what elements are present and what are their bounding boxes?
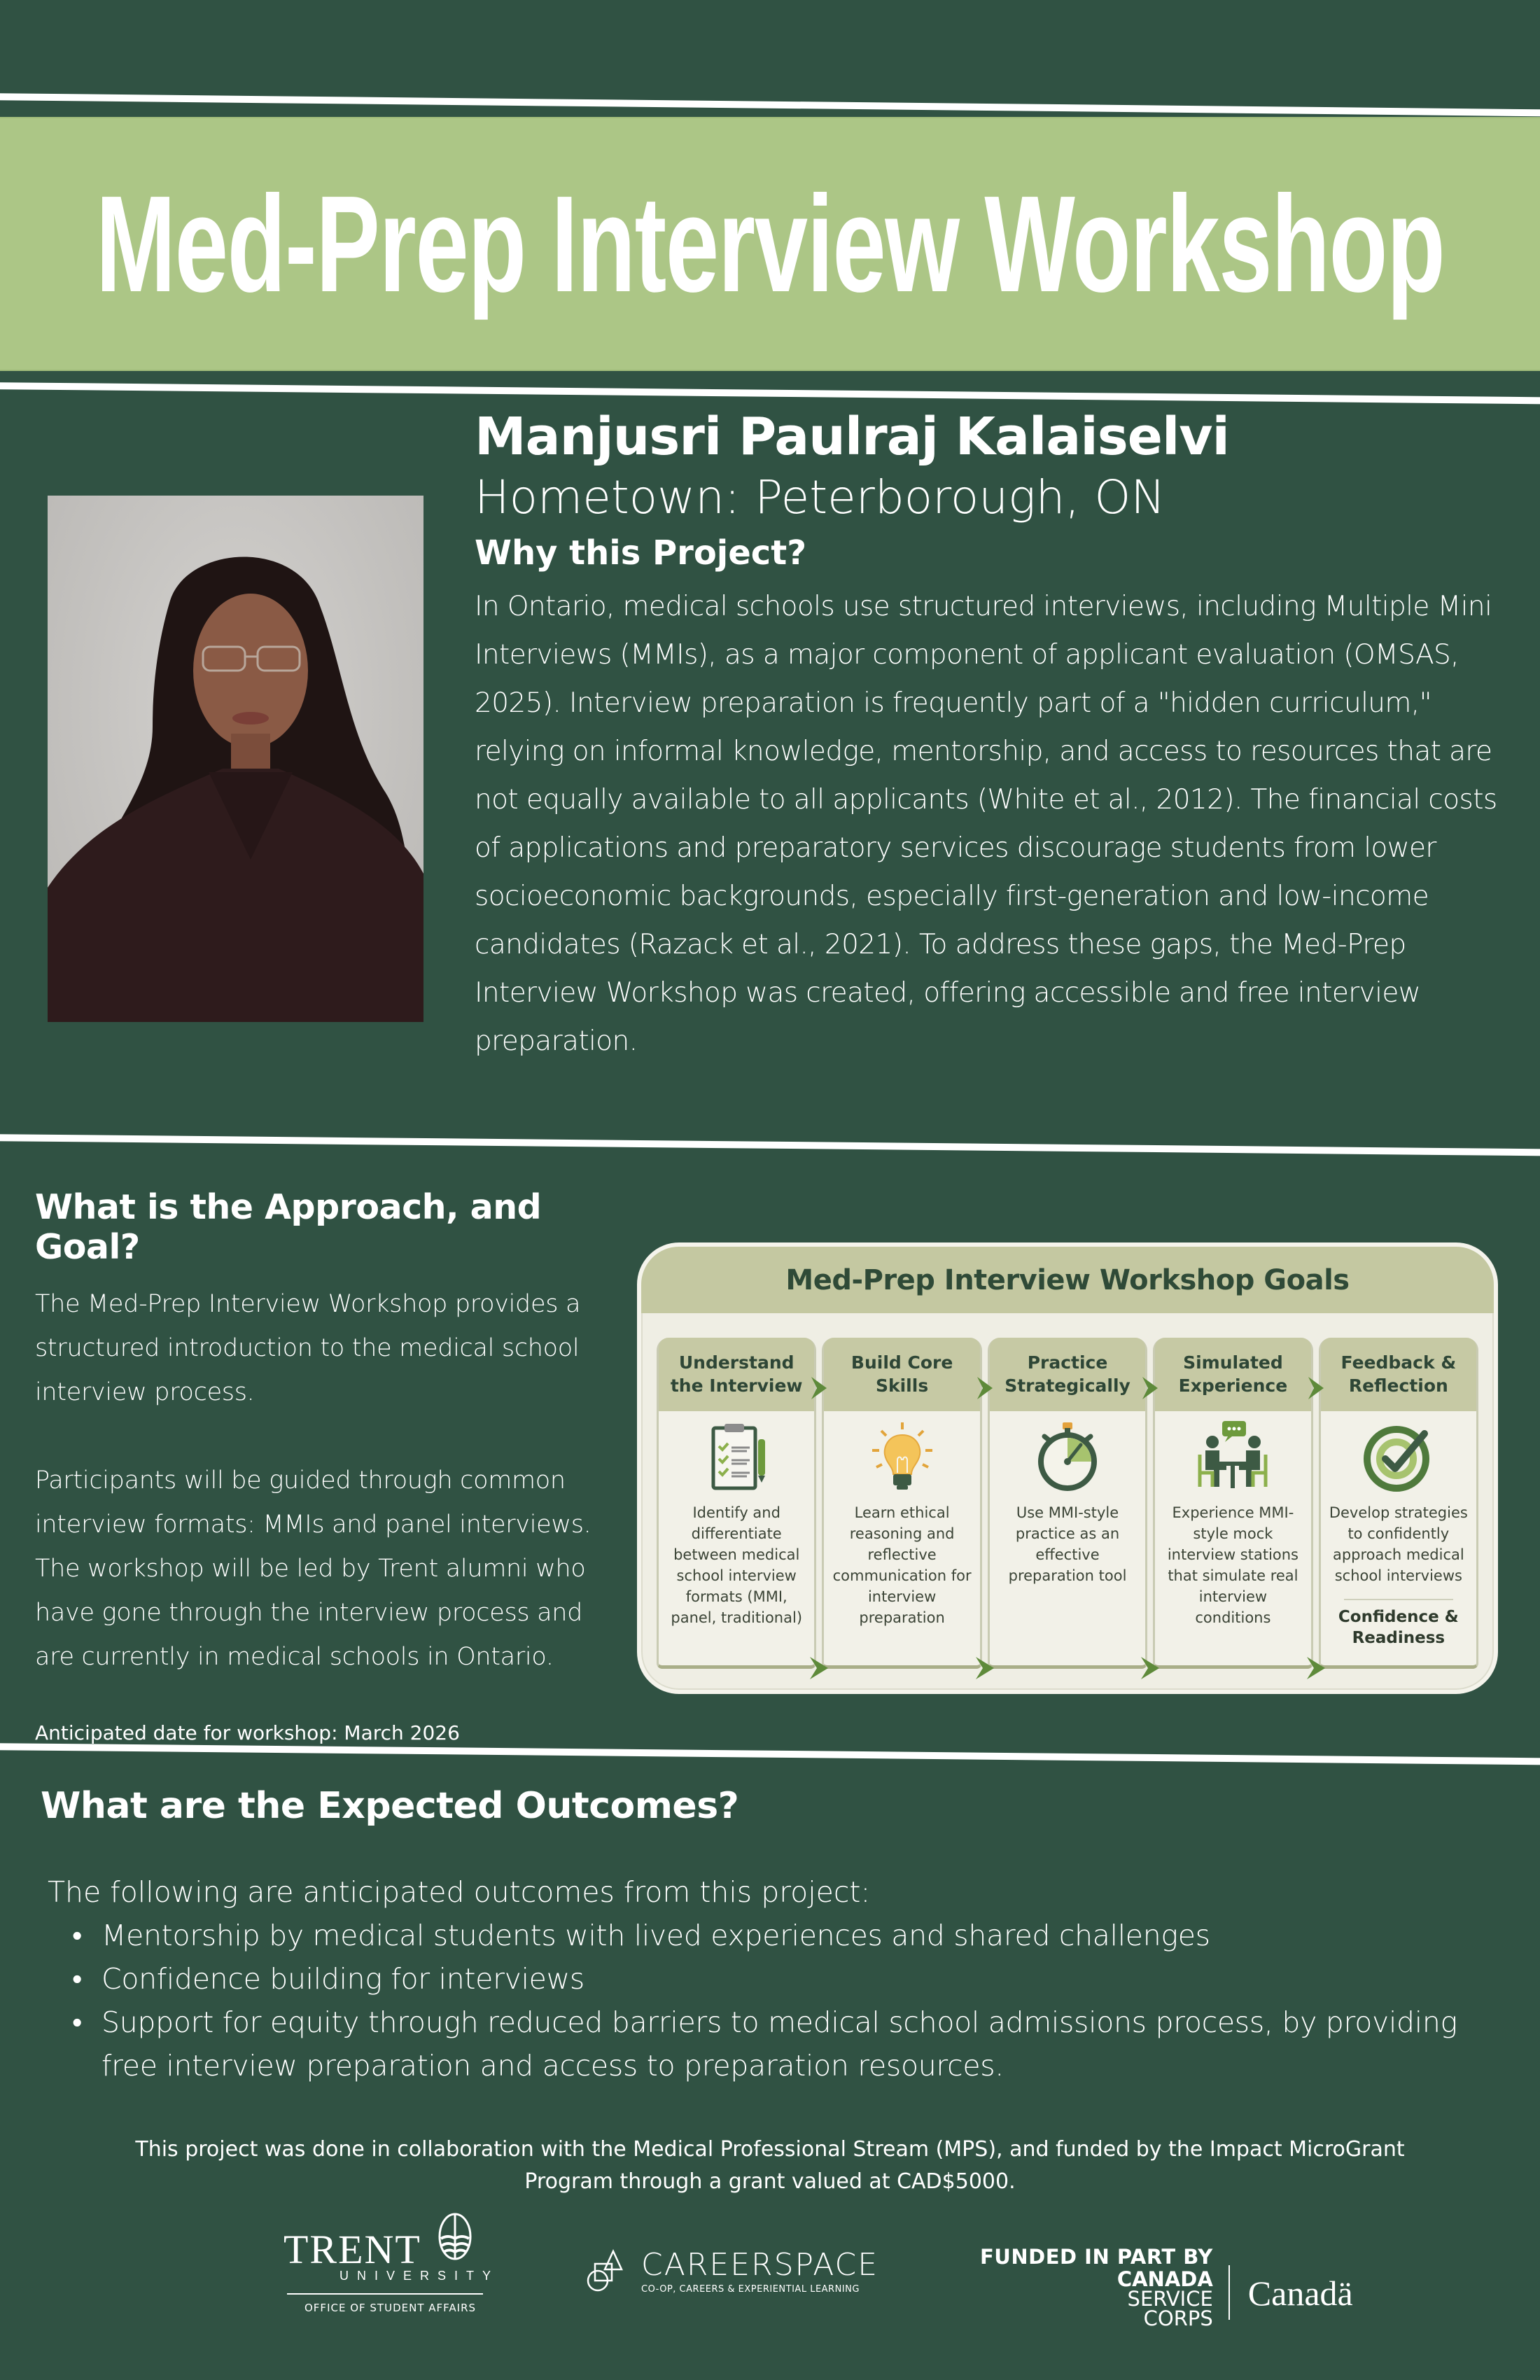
chevron-right-icon bbox=[972, 1374, 1000, 1402]
csc-line-3: CORPS bbox=[1143, 2306, 1213, 2330]
careerspace-tagline: CO-OP, CAREERS & EXPERIENTIAL LEARNING bbox=[641, 2284, 860, 2295]
chevron-right-icon bbox=[1137, 1654, 1165, 1682]
goal-step-label: Feedback & Reflection bbox=[1321, 1338, 1476, 1411]
goal-result: Confidence & Readiness bbox=[1338, 1608, 1459, 1647]
trent-wordmark: TRENT bbox=[284, 2227, 421, 2272]
goal-step-label: Practice Strategically bbox=[990, 1338, 1145, 1411]
outcomes-intro: The following are anticipated outcomes from this project: bbox=[48, 1875, 871, 1909]
why-paragraph: In Ontario, medical schools use structured interviews, including Multiple Mini Interviews (MMIs), as a major component of applicant evaluation (OMSAS, 2025). Interview preparation is frequently part of a "hidden curriculum," relying on informal knowledge, mentorship, and access to resources that are not equally available to all applicants (White et al., 2012). The financial costs of applications and preparatory services discourage students from lower socioeconomic backgrounds, especially first-generation and low-income candidates (Razack et al., 2021). To address these gaps, the Med-Prep Interview Workshop was created, offering accessible and free interview preparation. bbox=[475, 591, 1497, 1058]
goal-step-label: Build Core Skills bbox=[824, 1338, 979, 1411]
goal-step-description: Learn ethical reasoning and reflective communication for interview preparation bbox=[832, 1504, 972, 1626]
why-heading: Why this Project? bbox=[475, 533, 807, 573]
goal-step-description: Develop strategies to confidently approach medical school interviews bbox=[1329, 1504, 1468, 1584]
outcome-item: • Confidence building for interviews bbox=[72, 1957, 1511, 2001]
trent-logo-rule bbox=[287, 2293, 483, 2295]
top-divider-line bbox=[0, 93, 1540, 117]
csc-line-2: SERVICE bbox=[1127, 2287, 1213, 2311]
careerspace-shapes-icon bbox=[587, 2248, 631, 2293]
profile-section bbox=[475, 407, 1504, 1065]
hometown: Hometown: Peterborough, ON bbox=[475, 470, 1166, 525]
funded-in-part-by: FUNDED IN PART BY bbox=[980, 2245, 1213, 2269]
portrait-icon bbox=[48, 496, 424, 1022]
goal-step-feedback bbox=[1319, 1338, 1478, 1669]
goal-step-build-skills bbox=[822, 1338, 981, 1669]
clipboard-checklist-icon bbox=[659, 1411, 814, 1502]
chevron-right-icon bbox=[1303, 1374, 1331, 1402]
csc-line-1: CANADA bbox=[1116, 2267, 1213, 2291]
office-of-student-affairs: OFFICE OF STUDENT AFFAIRS bbox=[304, 2302, 477, 2314]
funding-note: This project was done in collaboration with the Medical Professional Stream (MPS), and funded by the Impact MicroGrant Program through a grant valued at CAD$5000. bbox=[135, 2137, 1405, 2194]
canada-service-corps-logo bbox=[980, 2247, 1353, 2328]
chevron-right-icon bbox=[806, 1374, 834, 1402]
chevron-right-icon bbox=[806, 1654, 834, 1682]
stopwatch-icon bbox=[990, 1411, 1145, 1502]
goal-step-practice bbox=[988, 1338, 1147, 1669]
section-divider-2 bbox=[0, 1743, 1540, 1765]
goals-steps bbox=[657, 1338, 1478, 1669]
chevron-right-icon bbox=[1137, 1374, 1165, 1402]
chevron-right-icon bbox=[1303, 1654, 1331, 1682]
outcomes-list bbox=[72, 1914, 1511, 2087]
profile-photo bbox=[48, 496, 424, 1022]
lightbulb-icon bbox=[824, 1411, 979, 1502]
chevron-right-icon bbox=[972, 1654, 1000, 1682]
goal-step-label: Understand the Interview bbox=[659, 1338, 814, 1411]
target-check-icon bbox=[1321, 1411, 1476, 1502]
under-title-divider-line bbox=[0, 382, 1540, 405]
title-band bbox=[0, 117, 1540, 371]
goal-step-understand bbox=[657, 1338, 816, 1669]
careerspace-name: CAREERSPACE bbox=[641, 2247, 879, 2283]
approach-paragraph-2: Participants will be guided through common interview formats: MMIs and panel interviews. The workshop will be led by Trent alumni who have gone through the interview process and are currently in medical schools in Ontario. bbox=[35, 1466, 592, 1671]
logo-separator bbox=[1228, 2265, 1230, 2320]
outcomes-heading: What are the Expected Outcomes? bbox=[41, 1785, 739, 1827]
canada-wordmark: Canadä bbox=[1247, 2274, 1353, 2313]
careerspace-logo bbox=[587, 2247, 878, 2295]
anticipated-date: Anticipated date for workshop: March 2026 bbox=[35, 1721, 460, 1744]
trent-university-text: UNIVERSITY bbox=[340, 2269, 500, 2283]
student-name: Manjusri Paulraj Kalaiselvi bbox=[475, 407, 1229, 467]
outcome-item: • Mentorship by medical students with lived experiences and shared challenges bbox=[72, 1914, 1511, 1957]
trent-crest-icon bbox=[438, 2212, 472, 2261]
approach-heading: What is the Approach, and Goal? bbox=[35, 1187, 542, 1267]
outcome-item: • Support for equity through reduced barriers to medical school admissions process, by providing free interview preparation and access to preparation resources. bbox=[72, 2001, 1511, 2087]
goal-step-description: Identify and differentiate between medical school interview formats (MMI, panel, traditional) bbox=[671, 1504, 803, 1626]
goals-infographic bbox=[637, 1242, 1498, 1694]
outcomes-section bbox=[41, 1785, 1511, 2087]
goal-step-description: Use MMI-style practice as an effective preparation tool bbox=[1008, 1504, 1127, 1584]
poster-title: Med-Prep Interview Workshop bbox=[95, 167, 1445, 321]
trent-university-logo bbox=[284, 2226, 507, 2314]
section-divider-1 bbox=[0, 1134, 1540, 1156]
goal-step-label: Simulated Experience bbox=[1155, 1338, 1310, 1411]
goal-step-description: Experience MMI-style mock interview stations that simulate real interview conditions bbox=[1167, 1504, 1299, 1626]
goal-step-simulated bbox=[1153, 1338, 1312, 1669]
approach-paragraph-1: The Med-Prep Interview Workshop provides a structured introduction to the medical school interview process. bbox=[35, 1290, 581, 1406]
approach-section bbox=[35, 1187, 623, 1745]
interview-table-icon bbox=[1155, 1411, 1310, 1502]
goal-separator bbox=[1344, 1599, 1453, 1600]
goals-title: Med-Prep Interview Workshop Goals bbox=[641, 1247, 1494, 1313]
